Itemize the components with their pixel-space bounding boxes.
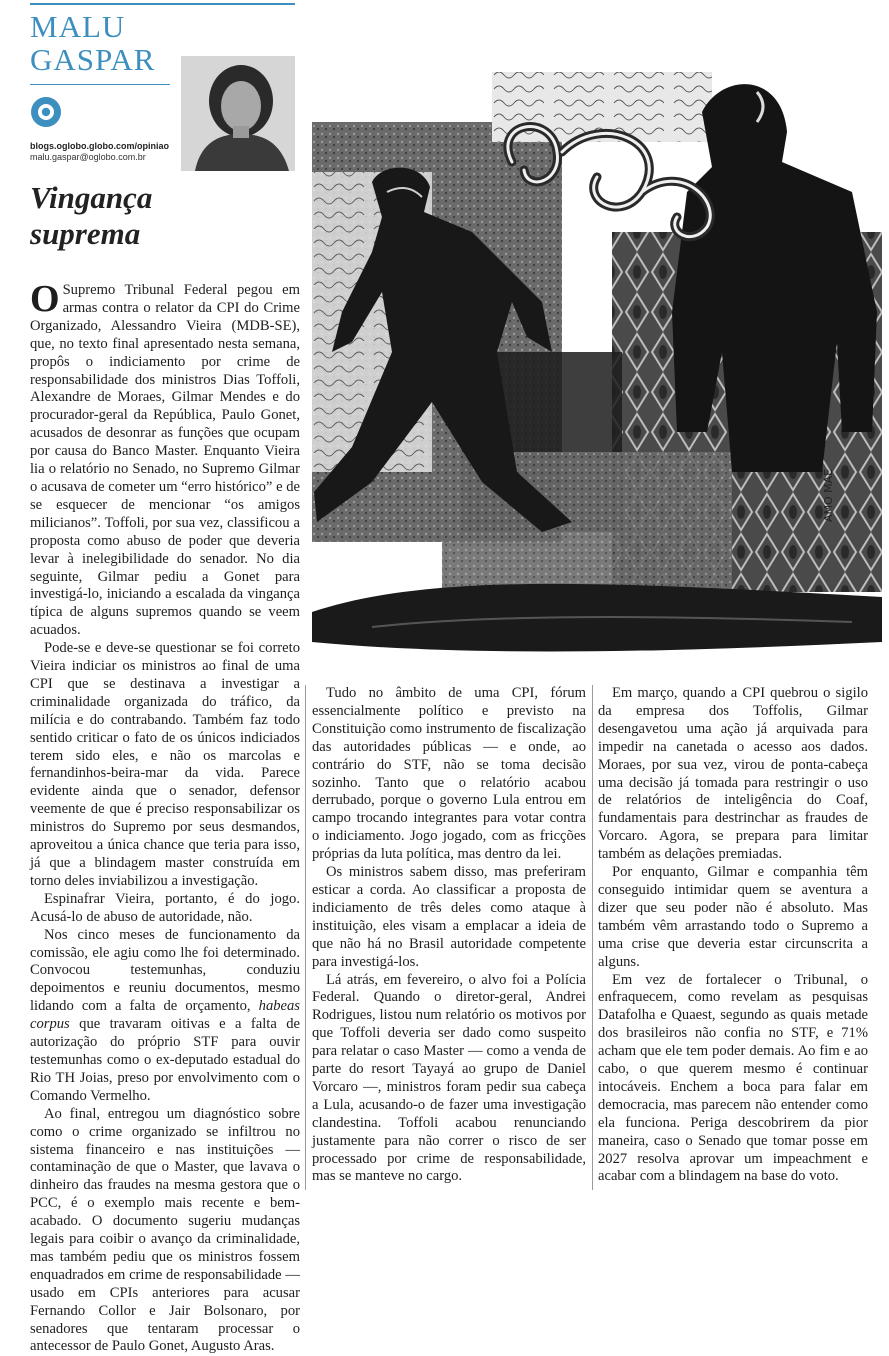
paragraph-3: Espinafrar Vieira, portanto, é do jogo. Acusá-lo de abuso de autoridade, não. bbox=[30, 890, 300, 925]
author-email: malu.gaspar@oglobo.com.br bbox=[30, 152, 146, 162]
paragraph-5: Ao final, entregou um diagnóstico sobre como o crime organizado se infiltrou no sistema financeiro e nas instituições — contaminação de que o Master, que lavava o dinheiro das fraudes na mesma gestora que o PCC, é o exemplo mais recente e bem-acabado. O documento sugeriu mudanças legais para coibir o avanço da criminalidade, mas também pediu que os ministros fossem enquadrados em crime de responsabilidade — usado em CPIs anteriores para acusar Fernando Collor e Jair Bolsonaro, por senadores que tentaram processar o antecessor de Paulo Gonet, Augusto Aras. bbox=[30, 1105, 300, 1355]
paragraph-10: Por enquanto, Gilmar e companhia têm conseguido intimidar quem se aventura a dizer que seu poder não é absoluto. Mas também vêm arrastando todo o Supremo a uma crise que deveria estar circunscrita a alguns. bbox=[598, 864, 868, 970]
author-name bbox=[30, 10, 155, 76]
column-divider-2 bbox=[592, 685, 593, 1190]
author-rule bbox=[30, 84, 170, 85]
article-column-2 bbox=[312, 685, 586, 1195]
paragraph-1-text: Supremo Tribunal Federal pegou em armas contra o relator da CPI do Crime Organizado, Alessandro Vieira (MDB-SE), que, no texto final apresentado nesta semana, propôs o indiciamento por crime de responsabilidade dos ministros Dias Toffoli, Alexandre de Moraes, Gilmar Mendes e do procurador-geral da República, Paulo Gonet, acusados de desonrar as funções que ocupam por causa do Banco Master. Enquanto Vieira lia o relatório no Senado, no Supremo Gilmar o acusava de cometer um “erro histórico” e de se esquecer de mencionar “os amigos milicianos”. Toffoli, por sua vez, classificou a proposta como abuso de poder que deveria levar à inelegibilidade do senador. No dia seguinte, Gilmar pediu a Gonet para investigá-lo, iniciando a escalada da vingança típica de alguns supremos quando se veem acuados. bbox=[30, 282, 300, 639]
paragraph-4 bbox=[30, 927, 300, 1106]
illustration bbox=[312, 52, 882, 677]
article-column-3 bbox=[598, 685, 868, 1195]
author-last-name: GASPAR bbox=[30, 42, 156, 77]
column-divider-1 bbox=[305, 685, 306, 1190]
o-globo-logo-icon bbox=[30, 96, 62, 128]
illustration-signature: AMO MAE bbox=[822, 468, 835, 522]
paragraph-1 bbox=[30, 278, 300, 640]
paragraph-7: Os ministros sabem disso, mas preferiram esticar a corda. Ao classificar a proposta de indiciamento de três deles como ataque à instituição, eles visam a emplacar a ideia de que não há no Brasil autoridade competente para investigá-los. bbox=[312, 864, 586, 970]
blog-url: blogs.oglobo.globo.com/opiniao bbox=[30, 141, 169, 151]
paragraph-6: Tudo no âmbito de uma CPI, fórum essencialmente político e previsto na Constituição como instrumento de fiscalização das autoridades públicas — e onde, ao contrário do STF, não se toma decisão sozinho. Tanto que o relatório acabou derrubado, porque o governo Lula entrou em campo trocando integrantes para votar contra o indiciamento. Jogo jogado, com as fricções próprias da luta política, mas dentro da lei. bbox=[312, 685, 586, 863]
drop-cap: O bbox=[30, 278, 60, 320]
headline-line-1: Vingança bbox=[30, 180, 153, 215]
top-rule bbox=[30, 3, 295, 5]
paragraph-4-text-b: que travaram oitivas e a falta de autorização do próprio STF para ouvir testemunhas como o ex-deputado estadual do Rio TH Joias, preso por envolvimento com o Comando Vermelho. bbox=[30, 1016, 300, 1104]
paragraph-4-emphasis: habeas corpus bbox=[30, 998, 300, 1033]
paragraph-4-text-a: Nos cinco meses de funcionamento da comissão, ele agiu como lhe foi determinado. Convocou testemunhas, conduziu depoimentos e reuniu documentos, mesmo lidando com a falta de orçamento, bbox=[30, 926, 300, 1015]
paragraph-11: Em vez de fortalecer o Tribunal, o enfraquecem, como revelam as pesquisas Datafolha e Quaest, segundo as quais metade dos brasileiros não confia no STF, e 71% acham que ele tem poder demais. Ao fim e ao cabo, o que querem mesmo é continuar intocáveis. Enchem a boca para falar em democracia, mas parecem não entender como ela funciona. Periga descobrirem da pior maneira, caso o Senado que tomar posse em 2027 resolva aprovar um impeachment e acabar com a blindagem na base do voto. bbox=[598, 971, 868, 1185]
article-column-1 bbox=[30, 278, 300, 1355]
author-portrait bbox=[181, 56, 295, 171]
headline bbox=[30, 180, 152, 252]
paragraph-2: Pode-se e deve-se questionar se foi correto Vieira indiciar os ministros ao final de uma CPI que se destinava a investigar a criminalidade organizada do tráfico, da milícia e do contrabando. Também faz todo sentido criticar o fato de os únicos indiciados terem sido eles, e não os marcolas e fernandinhos-beira-mar da vida. Parece evidente ainda que o senador, defensor veemente de que é preciso responsabilizar os ministros do Supremo por seus desmandos, aproveitou a única chance que teria para isso, já que a blindagem master construída em torno deles inviabilizou a investigação. bbox=[30, 640, 300, 889]
paragraph-8: Lá atrás, em fevereiro, o alvo foi a Polícia Federal. Quando o diretor-geral, Andrei Rodrigues, listou num relatório os motivos por que Toffoli deveria ser dado como suspeito para relatar o caso Master — como a venda de parte do resort Tayayá ao grupo de Daniel Vorcaro —, ministros foram pedir sua cabeça a Lula, acusando-o de fazer uma investigação clandestina. Toffoli acabou renunciando justamente para não correr o risco de ser processado por crime de responsabilidade, mas se manteve no cargo. bbox=[312, 971, 586, 1185]
paragraph-9: Em março, quando a CPI quebrou o sigilo da empresa dos Toffolis, Gilmar desengavetou uma ação já arquivada para impedir na canetada o acesso aos dados. Moraes, por sua vez, virou de ponta-cabeça uma decisão já tomada para restringir o uso de relatórios de inteligência do Coaf, fundamentais para destrinchar as fraudes de Vorcaro. Agora, se prepara para limitar também as delações premiadas. bbox=[598, 685, 868, 863]
author-first-name: MALU bbox=[30, 9, 126, 44]
headline-line-2: suprema bbox=[30, 216, 141, 251]
